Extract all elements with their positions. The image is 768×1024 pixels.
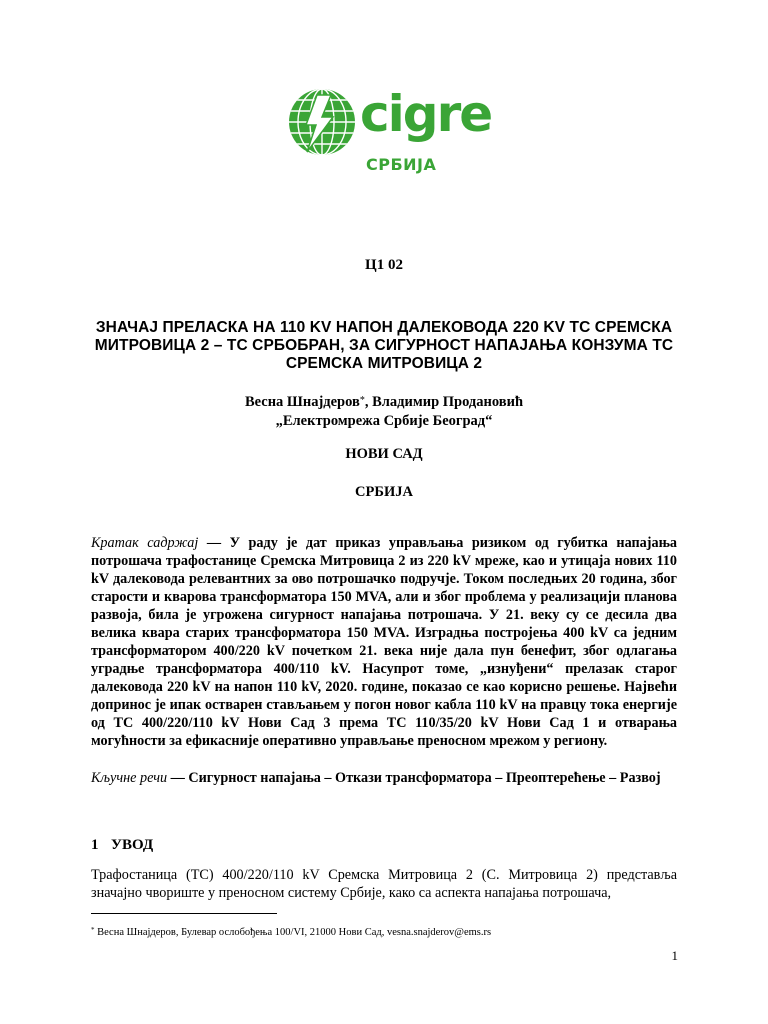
footnote-divider <box>91 913 277 914</box>
logo-wordmark: cigre <box>360 85 492 143</box>
author-name-2: , Владимир Продановић <box>364 394 524 410</box>
keywords-text: — Сигурност напајања – Откази трансформатора – Преоптерећење – Развој <box>167 770 661 786</box>
globe-lightning-icon <box>286 86 358 158</box>
cigre-logo <box>286 85 492 178</box>
section-body: Трафостаница (ТС) 400/220/110 kV Сремска Митровица 2 (С. Митровица 2) представља значајно чвориште у преносном систему Србије, како са аспекта напајања потрошача, <box>91 867 677 901</box>
footnote <box>91 924 677 939</box>
paper-title: ЗНАЧАЈ ПРЕЛАСКА НА 110 KV НАПОН ДАЛЕКОВОДА 220 KV ТС СРЕМСКА МИТРОВИЦА 2 – ТС СРБОБРАН, ЗА СИГУРНОСТ НАПАЈАЊА КОНЗУМА ТС СРЕМСКА МИТРОВИЦА 2 <box>94 319 674 372</box>
city: НОВИ САД <box>345 446 423 462</box>
authors-block <box>90 391 678 431</box>
logo-country: СРБИЈА <box>366 155 437 174</box>
keywords-lead: Кључне речи <box>91 770 168 786</box>
abstract-lead: Кратак садржај <box>91 535 199 551</box>
author-footnote-marker: * <box>359 395 365 406</box>
paper-code: Ц1 02 <box>365 257 403 273</box>
section-heading <box>91 836 153 854</box>
keywords <box>91 769 677 787</box>
footnote-marker: * <box>91 926 95 934</box>
author-names <box>90 391 678 412</box>
abstract <box>91 534 677 750</box>
abstract-text: — У раду је дат приказ управљања ризиком од губитка напајања потрошача трафостанице Сремска Митровица 2 из 220 kV мреже, као и утицаја нових 110 kV далековода релевантних за ово потрошачко подручје. Током последњих 20 година, због старости и кварова трансформатора 150 MVA, али и због проблема у реализацији планова развоја, била је угрожена сигурност напајања потрошача. У 21. веку су се десила два велика квара старих трансформатора 150 MVA. Изградња постројења 400 kV са једним трансформатором 400/220 kV почетком 21. века није дала пун бенефит, због одлагања уградње трансформатора 400/110 kV. Насупрот томе, „изнуђени“ прелазак старог далековода 220 kV на напон 110 kV, 2020. године, показао се као корисно решење. Највећи допринос је ипак остварен стављањем у погон новог кабла 110 kV на правцу тока енергије од ТС 400/220/110 kV Нови Сад 3 према ТС 110/35/20 kV Нови Сад 1 и отварања могућности за ефикасније оперативно управљање преносном мрежом у региону. <box>91 535 677 749</box>
country: СРБИЈА <box>355 484 413 500</box>
section-title: УВОД <box>111 837 154 853</box>
page-number: 1 <box>671 948 678 963</box>
section-number: 1 <box>91 837 99 853</box>
footnote-text: Весна Шнајдеров, Булевар ослобођења 100/VI, 21000 Нови Сад, vesna.snajderov@ems.rs <box>94 927 492 938</box>
author-name-1: Весна Шнајдеров <box>244 394 360 410</box>
author-affiliation: „Електромрежа Србије Београд“ <box>275 413 493 429</box>
